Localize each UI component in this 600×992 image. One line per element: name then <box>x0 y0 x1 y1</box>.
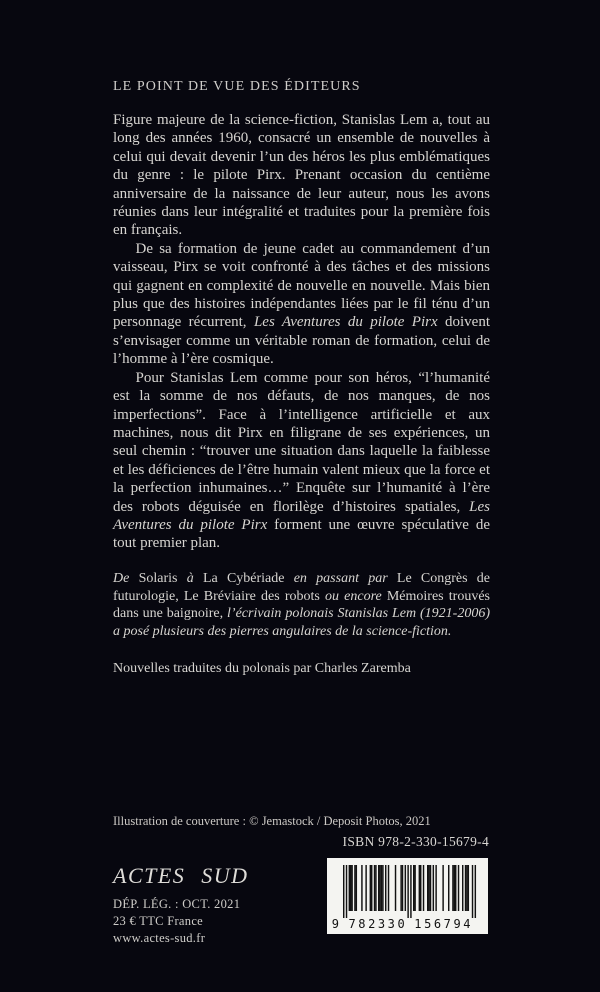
barcode-digits: 3 <box>377 917 386 931</box>
synopsis-paragraph: De sa formation de jeune cadet au commandement d’un vaisseau, Pirx se voit confronté à des tâches et des missions qui gagnent en complexité de nouvelle en nouvelle. Mais bien plus que des histoires indépendantes liées par le fil ténu d’un personnage récurrent, Les Aventures du pilote Pirx doivent s’envisager comme un véritable roman de formation, celui de l’homme à l’ère cosmique. <box>113 240 490 368</box>
editors-viewpoint-heading: LE POINT DE VUE DES ÉDITEURS <box>113 79 361 94</box>
price: 23 € TTC France <box>113 914 204 928</box>
publisher-block <box>113 863 323 947</box>
barcode-digits: 9 <box>331 917 339 931</box>
barcode-bars <box>329 860 486 932</box>
barcode-digits: 9 <box>453 917 461 931</box>
barcode-digits: 0 <box>397 917 405 931</box>
legal-deposit: DÉP. LÉG. : OCT. 2021 <box>113 897 241 911</box>
barcode-digits: 1 <box>414 917 422 931</box>
barcode-digits: 8 <box>358 917 366 931</box>
barcode <box>327 858 488 934</box>
cover-illustration-credit: Illustration de couverture : © Jemastock / Deposit Photos, 2021 <box>113 814 431 828</box>
isbn-text: ISBN 978-2-330-15679-4 <box>342 834 489 849</box>
barcode-digits: 6 <box>433 917 442 931</box>
synopsis-paragraph: Figure majeure de la science-fiction, Stanislas Lem a, tout au long des années 1960, consacré un ensemble de nouvelles à celui qui devait devenir l’un des héros les plus emblématiques du genre : le pilote Pirx. Prenant occasion du centième anniversaire de la naissance de leur auteur, nous les avons réunies dans leur intégralité et traduites pour la première fois en français. <box>113 112 490 239</box>
synopsis-paragraph: Pour Stanislas Lem comme pour son héros, “l’humanité est la somme de nos défauts, de nos manques, de nos imperfections”. Face à l’intelligence artificielle et aux machines, nous dit Pirx en filigrane de ses expériences, un seul chemin : “trouver une situation dans laquelle la faiblesse et les déficiences de l’être humain valent mieux que la force et la perfection inhumaines…” Enquête sur l’humanité à l’ère des robots déguisée en florilège d’histoires spatiales, Les Aventures du pilote Pirx forment une œuvre spéculative de tout premier plan. <box>113 369 490 552</box>
publisher-logo: ACTES SUD <box>113 863 249 888</box>
barcode-digits: 5 <box>424 917 432 931</box>
barcode-digits: 2 <box>368 917 376 931</box>
barcode-digits: 4 <box>463 917 471 931</box>
publisher-website: www.actes-sud.fr <box>113 931 206 945</box>
author-bio: De Solaris à La Cybériade en passant par Le Congrès de futurologie, Le Bréviaire des robots ou encore Mémoires trouvés dans une baignoire, l’écrivain polonais Stanislas Lem (1921-2006) a posé plusieurs des pierres angulaires de la science-fiction. <box>113 571 491 639</box>
barcode-digits: 7 <box>348 917 356 931</box>
translator-credit: Nouvelles traduites du polonais par Charles Zaremba <box>113 661 411 676</box>
barcode-digits: 3 <box>387 917 395 931</box>
barcode-digits: 7 <box>443 917 451 931</box>
synopsis-block <box>113 111 490 553</box>
